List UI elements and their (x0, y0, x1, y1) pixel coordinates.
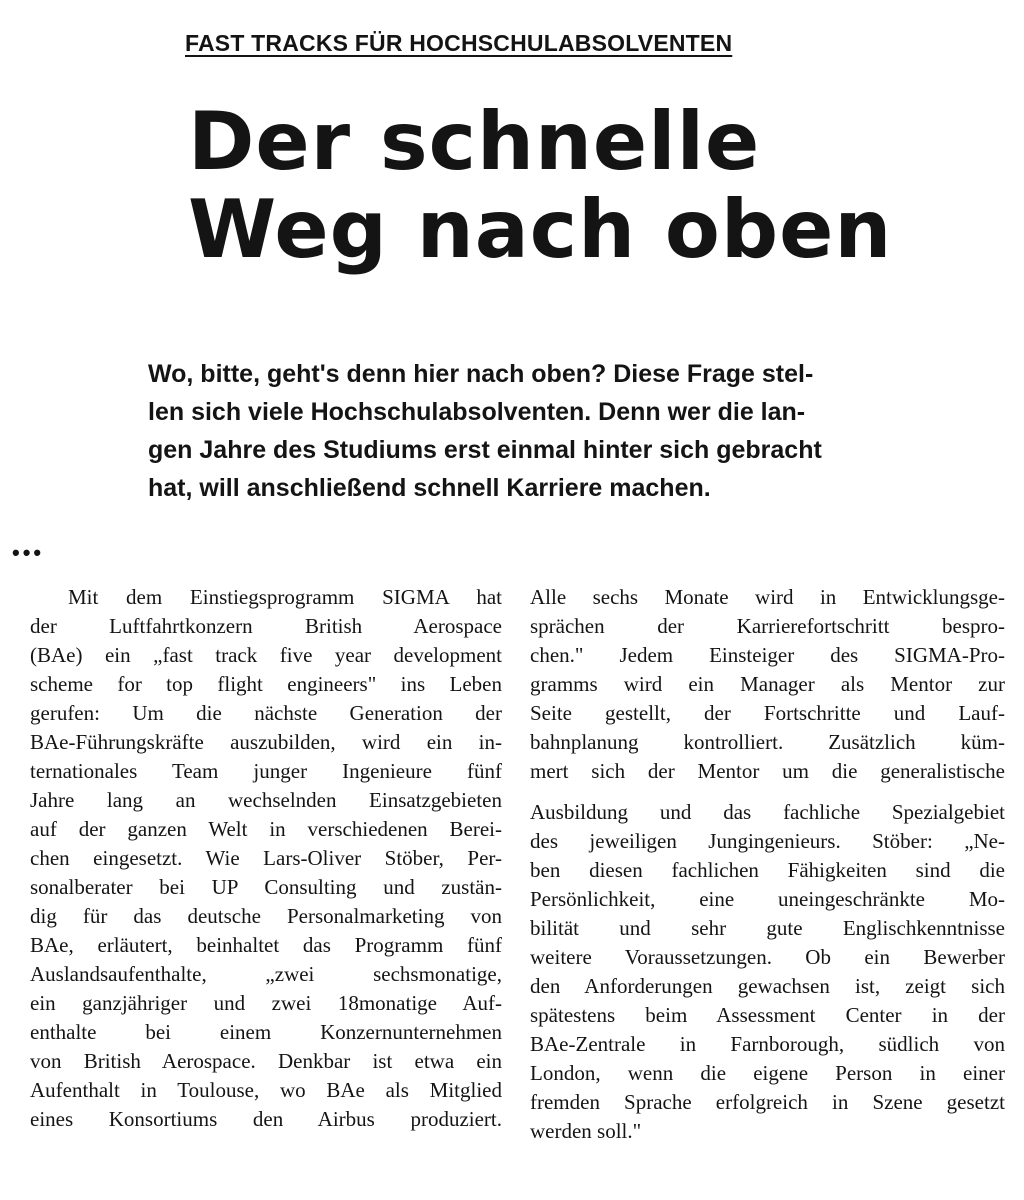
section-separator-dots: ••• (12, 540, 45, 565)
body-line: bilität und sehr gute Englischkenntnisse (530, 916, 1005, 940)
body-line: mert sich der Mentor um die generalistische (530, 759, 1005, 783)
body-line: des jeweiligen Jungingenieurs. Stöber: „Ne- (530, 829, 1005, 853)
body-line: gerufen: Um die nächste Generation der (30, 701, 502, 725)
body-line: chen." Jedem Einsteiger des SIGMA-Pro- (530, 643, 1005, 667)
body-line: enthalte bei einem Konzernunternehmen (30, 1020, 502, 1044)
body-line: BAe, erläutert, beinhaltet das Programm fünf (30, 933, 502, 957)
body-line: spätestens beim Assessment Center in der (530, 1003, 1005, 1027)
headline-line: Weg nach oben (188, 183, 893, 276)
body-line: bahnplanung kontrolliert. Zusätzlich küm- (530, 730, 1005, 754)
body-line: gramms wird ein Manager als Mentor zur (530, 672, 1005, 696)
body-line: weitere Voraussetzungen. Ob ein Bewerber (530, 945, 1005, 969)
body-line: dig für das deutsche Personalmarketing von (30, 904, 502, 928)
body-line: Jahre lang an wechselnden Einsatzgebieten (30, 788, 502, 812)
body-line: Aufenthalt in Toulouse, wo BAe als Mitglied (30, 1078, 502, 1102)
body-line: sonalberater bei UP Consulting und zustän- (30, 875, 502, 899)
body-line: Persönlichkeit, eine uneingeschränkte Mo- (530, 887, 1005, 911)
body-line: (BAe) ein „fast track five year development (30, 643, 502, 667)
body-line: scheme for top flight engineers" ins Leben (30, 672, 502, 696)
body-line: von British Aerospace. Denkbar ist etwa ein (30, 1049, 502, 1073)
body-line: werden soll." (530, 1119, 642, 1143)
lead-line: hat, will anschließend schnell Karriere machen. (148, 474, 711, 502)
body-line: chen eingesetzt. Wie Lars-Oliver Stöber, Per- (30, 846, 502, 870)
article-lead (148, 355, 868, 507)
lead-line: Wo, bitte, geht's denn hier nach oben? Diese Frage stel- (148, 360, 814, 388)
body-line: London, wenn die eigene Person in einer (530, 1061, 1005, 1085)
body-line: sprächen der Karrierefortschritt bespro- (530, 614, 1005, 638)
body-line: Seite gestellt, der Fortschritte und Lauf- (530, 701, 1005, 725)
body-line: ein ganzjähriger und zwei 18monatige Auf- (30, 991, 502, 1015)
body-column-right (530, 583, 1005, 1146)
body-line: Auslandsaufenthalte, „zwei sechsmonatige, (30, 962, 502, 986)
body-line: ternationales Team junger Ingenieure fünf (30, 759, 502, 783)
body-line: auf der ganzen Welt in verschiedenen Berei- (30, 817, 502, 841)
body-line: BAe-Zentrale in Farnborough, südlich von (530, 1032, 1005, 1056)
body-line: Alle sechs Monate wird in Entwicklungsge- (530, 585, 1005, 609)
body-line: eines Konsortiums den Airbus produziert. (30, 1107, 502, 1131)
headline-line: Der schnelle (188, 95, 761, 188)
body-column-left (30, 583, 502, 1134)
body-line: Mit dem Einstiegsprogramm SIGMA hat (68, 585, 502, 609)
lead-line: len sich viele Hochschulabsolventen. Denn wer die lan- (148, 398, 806, 426)
lead-line: gen Jahre des Studiums erst einmal hinter sich gebracht (148, 436, 822, 464)
article-headline (188, 95, 893, 276)
article-kicker: FAST TRACKS FÜR HOCHSCHULABSOLVENTEN (185, 30, 733, 56)
body-line: Ausbildung und das fachliche Spezialgebiet (530, 800, 1005, 824)
body-line: BAe-Führungskräfte auszubilden, wird ein in- (30, 730, 502, 754)
body-line: den Anforderungen gewachsen ist, zeigt sich (530, 974, 1005, 998)
paragraph-gap (530, 786, 1005, 798)
body-line: fremden Sprache erfolgreich in Szene gesetzt (530, 1090, 1005, 1114)
body-line: ben diesen fachlichen Fähigkeiten sind die (530, 858, 1005, 882)
body-line: der Luftfahrtkonzern British Aerospace (30, 614, 502, 638)
